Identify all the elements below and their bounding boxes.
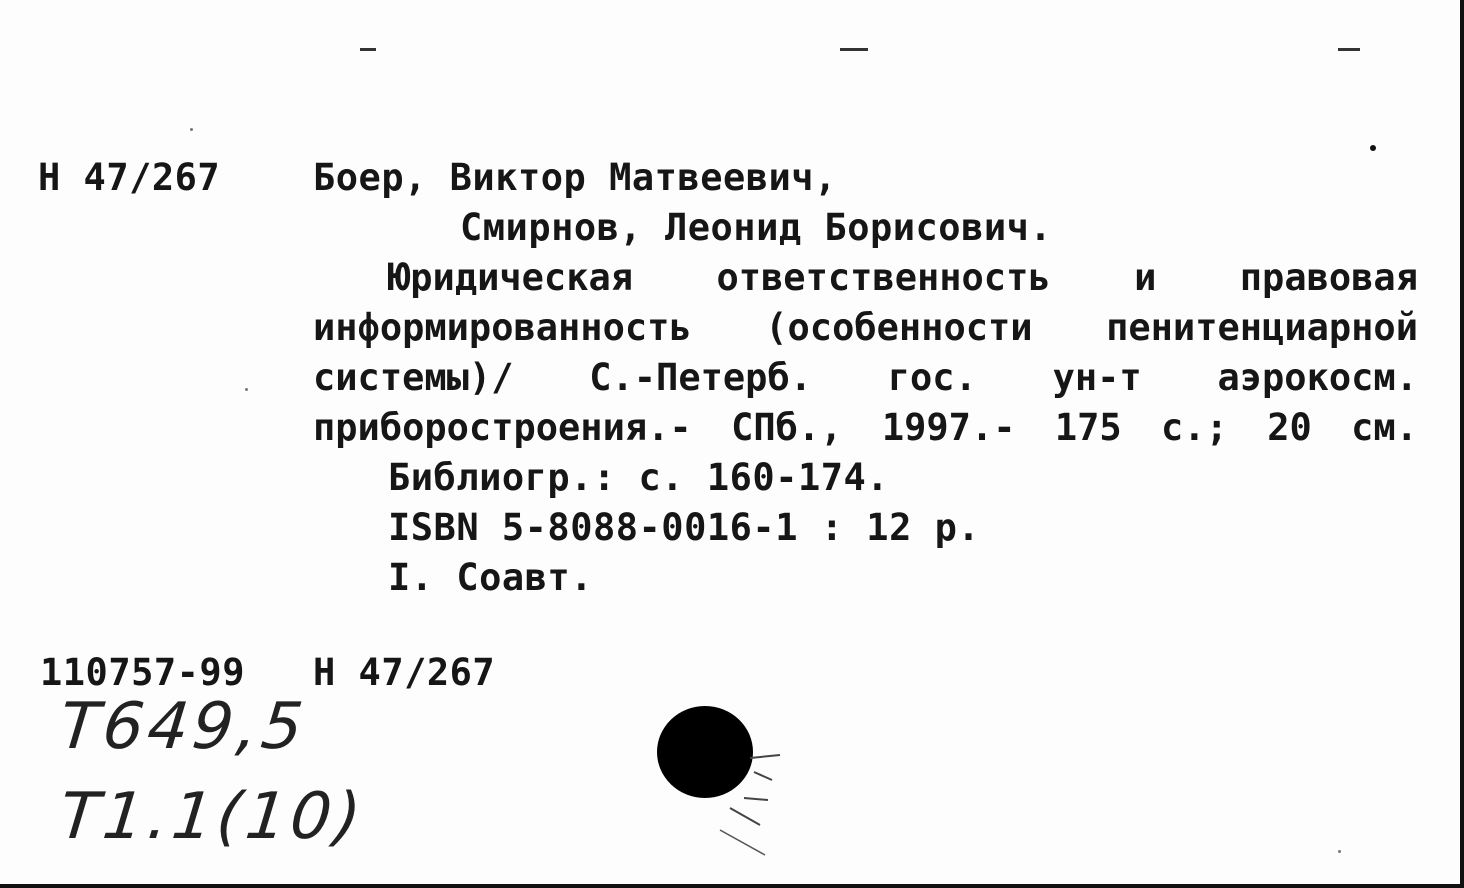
title-line-3 — [313, 353, 1418, 402]
title-word: ун-т — [1052, 356, 1142, 399]
title-word: С.-Петерб. — [589, 356, 812, 399]
isbn-note: ISBN 5-8088-0016-1 : 12 р. — [388, 506, 981, 549]
coauthor-line: Смирнов, Леонид Борисович. — [460, 206, 1053, 249]
title-word: см. — [1351, 406, 1418, 449]
scan-speck — [1370, 145, 1376, 151]
scan-speck — [1338, 850, 1341, 853]
coauthor-tracing: I. Соавт. — [388, 556, 593, 599]
title-word: приборостроения.- — [313, 406, 692, 449]
title-word: 20 — [1267, 406, 1312, 449]
top-mark-left — [360, 48, 376, 51]
title-word: (особенности — [765, 306, 1033, 349]
handwritten-class-1: Т649,5 — [56, 690, 311, 764]
call-number-repeat: Н 47/267 — [313, 651, 496, 694]
title-word: информированность — [313, 306, 692, 349]
title-word: системы)/ — [313, 356, 514, 399]
title-word: 175 — [1054, 406, 1122, 449]
title-word: ответственность — [716, 256, 1051, 299]
title-word: правовая — [1239, 256, 1418, 299]
title-word: и — [1134, 256, 1157, 299]
title-word: аэрокосм. — [1217, 356, 1418, 399]
punch-hole-icon — [650, 700, 800, 860]
title-word: пенитенциарной — [1106, 306, 1418, 349]
call-number: Н 47/267 — [38, 156, 221, 199]
title-word: с.; — [1161, 406, 1228, 449]
scan-speck — [245, 388, 248, 391]
title-line-1 — [388, 253, 1418, 302]
title-word: 1997.- — [881, 406, 1016, 449]
top-mark-right — [1338, 48, 1360, 51]
top-mark-center — [840, 48, 868, 51]
author-line: Боер, Виктор Матвеевич, — [313, 156, 837, 199]
handwritten-class-2: Т1.1(10) — [56, 780, 369, 854]
title-word: гос. — [887, 356, 977, 399]
scan-speck — [190, 128, 193, 131]
title-line-4 — [313, 403, 1418, 452]
bibliography-note: Библиогр.: с. 160-174. — [388, 456, 890, 499]
title-word: СПб., — [731, 406, 843, 449]
inventory-number: 110757-99 — [40, 651, 245, 694]
title-line-2 — [313, 303, 1418, 352]
title-word: Юридическая — [388, 256, 634, 299]
